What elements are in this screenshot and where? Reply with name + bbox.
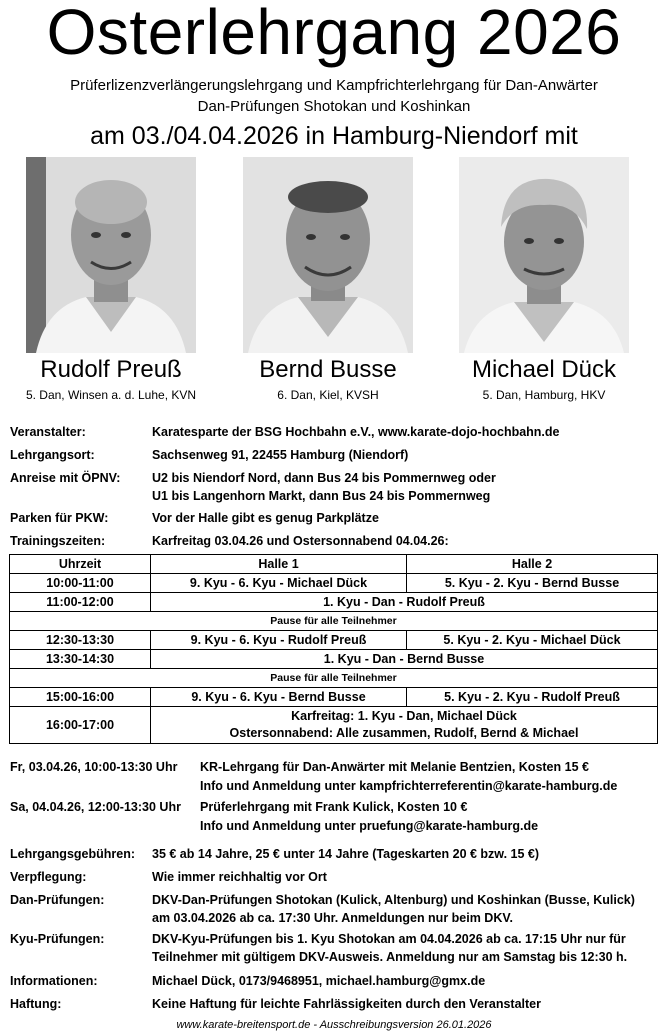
cell-line: Karfreitag: 1. Kyu - Dan, Michael Dück xyxy=(291,709,517,723)
info-label: Parken für PKW: xyxy=(10,511,109,525)
trainer-photo-busse xyxy=(243,157,413,353)
detail-value: Michael Dück, 0173/9468951, michael.hamburg@gmx.de xyxy=(152,974,486,988)
table-row xyxy=(10,650,658,669)
table-header-row xyxy=(10,555,658,574)
info-label: Veranstalter: xyxy=(10,425,86,439)
cell-hall-2: 5. Kyu - 2. Kyu - Michael Dück xyxy=(407,631,658,650)
cell-pause: Pause für alle Teilnehmer xyxy=(10,669,658,688)
info-value: Vor der Halle gibt es genug Parkplätze xyxy=(152,511,379,525)
schedule-table xyxy=(9,554,658,744)
info-value: Sachsenweg 91, 22455 Hamburg (Niendorf) xyxy=(152,448,409,462)
cell-time: 10:00-11:00 xyxy=(10,574,151,593)
info-label: Lehrgangsort: xyxy=(10,448,95,462)
subtitle-exams: Dan-Prüfungen Shotokan und Koshinkan xyxy=(197,98,471,115)
trainer-name-2: Bernd Busse xyxy=(259,356,397,383)
trainer-photo-dueck xyxy=(459,157,629,353)
detail-label: Kyu-Prüfungen: xyxy=(10,932,105,946)
pause-row xyxy=(10,669,658,688)
cell-time: 13:30-14:30 xyxy=(10,650,151,669)
info-value: U2 bis Niendorf Nord, dann Bus 24 bis Pommernweg oder xyxy=(152,471,496,485)
cell-hall-1: 9. Kyu - 6. Kyu - Rudolf Preuß xyxy=(151,631,407,650)
trainer-rank-3: 5. Dan, Hamburg, HKV xyxy=(482,388,606,402)
info-label: Trainingszeiten: xyxy=(10,534,106,548)
detail-label: Lehrgangsgebühren: xyxy=(10,847,136,861)
detail-value: Teilnehmer mit gültigem DKV-Ausweis. Anmeldung nur am Samstag bis 12:30 h. xyxy=(152,950,628,964)
cell-hall-1: 9. Kyu - 6. Kyu - Michael Dück xyxy=(151,574,407,593)
cell-time: 16:00-17:00 xyxy=(10,707,151,744)
session-line: KR-Lehrgang für Dan-Anwärter mit Melanie Bentzien, Kosten 15 € xyxy=(200,760,589,774)
detail-value: Wie immer reichhaltig vor Ort xyxy=(152,870,327,884)
table-row xyxy=(10,707,658,744)
page-title: Osterlehrgang 2026 xyxy=(46,0,622,68)
info-label: Anreise mit ÖPNV: xyxy=(10,471,121,485)
column-header-time: Uhrzeit xyxy=(10,555,151,574)
trainer-photo-preuss xyxy=(26,157,196,353)
detail-value: Keine Haftung für leichte Fahrlässigkeiten durch den Veranstalter xyxy=(152,997,541,1011)
info-value: U1 bis Langenhorn Markt, dann Bus 24 bis Pommernweg xyxy=(152,489,491,503)
cell-line: Ostersonnabend: Alle zusammen, Rudolf, Bernd & Michael xyxy=(229,726,579,740)
detail-value: DKV-Kyu-Prüfungen bis 1. Kyu Shotokan am 04.04.2026 ab ca. 17:15 Uhr nur für xyxy=(152,932,626,946)
column-header-hall-2: Halle 2 xyxy=(407,555,658,574)
cell-hall-2: 5. Kyu - 2. Kyu - Bernd Busse xyxy=(407,574,658,593)
subtitle-courses: Prüferlizenzverlängerungslehrgang und Kampfrichterlehrgang für Dan-Anwärter xyxy=(70,77,598,94)
trainer-name-1: Rudolf Preuß xyxy=(40,356,182,383)
info-value: Karfreitag 03.04.26 und Ostersonnabend 04.04.26: xyxy=(152,534,449,548)
trainer-rank-2: 6. Dan, Kiel, KVSH xyxy=(277,388,379,402)
session-line: Info und Anmeldung unter kampfrichterreferentin@karate-hamburg.de xyxy=(200,779,618,793)
session-line: Prüferlehrgang mit Frank Kulick, Kosten 10 € xyxy=(200,800,468,814)
column-header-hall-1: Halle 1 xyxy=(151,555,407,574)
pause-row xyxy=(10,612,658,631)
cell-hall-2: 5. Kyu - 2. Kyu - Rudolf Preuß xyxy=(407,688,658,707)
cell-both-halls: 1. Kyu - Dan - Bernd Busse xyxy=(151,650,658,669)
info-value: Karatesparte der BSG Hochbahn e.V., www.karate-dojo-hochbahn.de xyxy=(152,425,560,439)
table-row xyxy=(10,631,658,650)
cell-both-halls xyxy=(151,707,658,744)
cell-both-halls: 1. Kyu - Dan - Rudolf Preuß xyxy=(151,593,658,612)
trainer-name-3: Michael Dück xyxy=(471,356,617,383)
cell-pause: Pause für alle Teilnehmer xyxy=(10,612,658,631)
cell-time: 15:00-16:00 xyxy=(10,688,151,707)
session-label: Fr, 03.04.26, 10:00-13:30 Uhr xyxy=(10,760,178,774)
detail-label: Dan-Prüfungen: xyxy=(10,893,105,907)
detail-label: Informationen: xyxy=(10,974,98,988)
date-location-line: am 03./04.04.2026 in Hamburg-Niendorf mit xyxy=(90,122,578,150)
trainer-rank-1: 5. Dan, Winsen a. d. Luhe, KVN xyxy=(25,388,197,402)
detail-value: DKV-Dan-Prüfungen Shotokan (Kulick, Altenburg) und Koshinkan (Busse, Kulick) xyxy=(152,893,635,907)
detail-label: Haftung: xyxy=(10,997,62,1011)
table-row xyxy=(10,574,658,593)
table-row xyxy=(10,688,658,707)
detail-value: am 03.04.2026 ab ca. 17:30 Uhr. Anmeldungen nur beim DKV. xyxy=(152,911,514,925)
detail-value: 35 € ab 14 Jahre, 25 € unter 14 Jahre (Tageskarten 20 € bzw. 15 €) xyxy=(152,847,540,861)
cell-hall-1: 9. Kyu - 6. Kyu - Bernd Busse xyxy=(151,688,407,707)
table-row xyxy=(10,593,658,612)
session-label: Sa, 04.04.26, 12:00-13:30 Uhr xyxy=(10,800,181,814)
session-line: Info und Anmeldung unter pruefung@karate-hamburg.de xyxy=(200,819,539,833)
cell-time: 12:30-13:30 xyxy=(10,631,151,650)
cell-time: 11:00-12:00 xyxy=(10,593,151,612)
footer: www.karate-breitensport.de - Ausschreibungsversion 26.01.2026 xyxy=(176,1019,492,1031)
detail-label: Verpflegung: xyxy=(10,870,87,884)
